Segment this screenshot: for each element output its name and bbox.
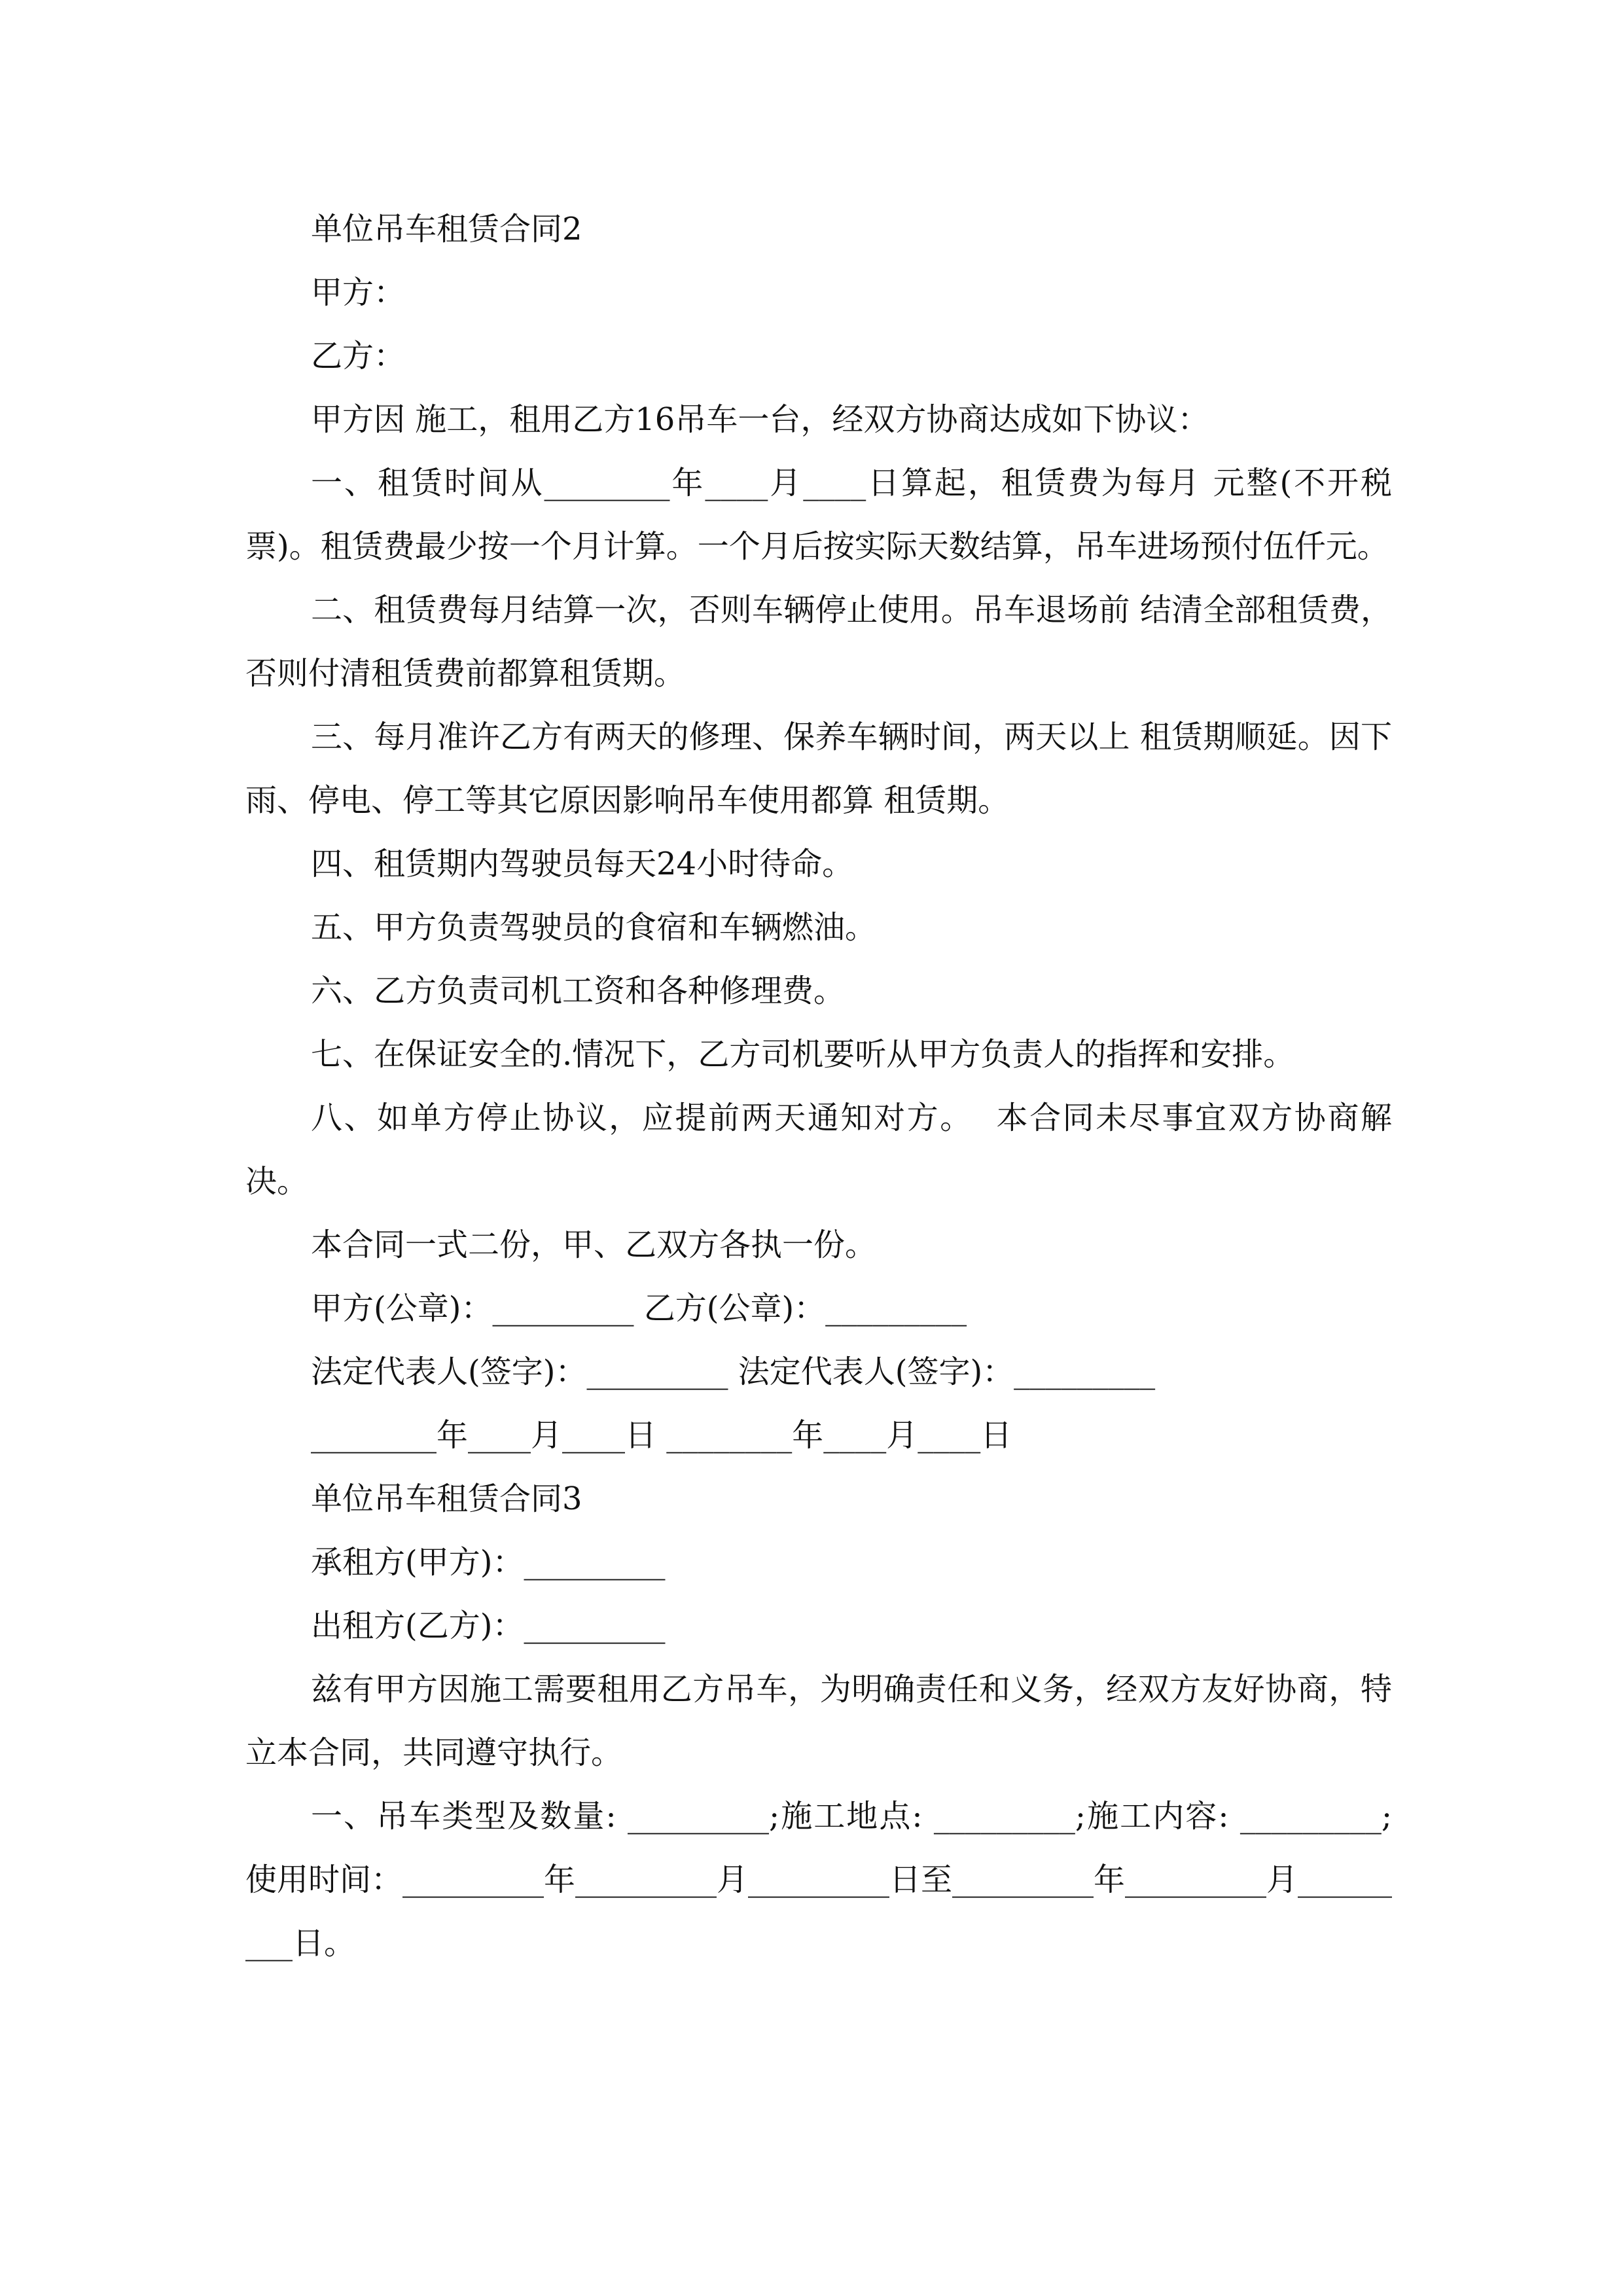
contract-3-title: 单位吊车租赁合同3	[311, 1480, 582, 1517]
clause-2: 二、租赁费每月结算一次，否则车辆停止使用。吊车退场前 结清全部租赁费，否则付清租赁费前都算租赁期。	[245, 592, 1392, 692]
clause-3: 三、每月准许乙方有两天的修理、保养车辆时间，两天以上 租赁期顺延。因下雨、停电、停工等其它原因影响吊车使用都算 租赁期。	[245, 719, 1392, 819]
contract-3-preamble: 兹有甲方因施工需要租用乙方吊车，为明确责任和义务，经双方友好协商，特立本合同，共同遵守执行。	[245, 1671, 1392, 1771]
clause-7: 七、在保证安全的.情况下，乙方司机要听从甲方负责人的指挥和安排。	[311, 1036, 1295, 1073]
lessee-line: 承租方(甲方)：_________	[311, 1544, 666, 1581]
contract-3-clause-1: 一、吊车类型及数量: _________;施工地点: _________;施工内容: _________;使用时间：_________年_________月_________日至_________年_________月_________日。	[245, 1798, 1393, 1962]
signature-line: 法定代表人(签字)：_________ 法定代表人(签字)：_________	[311, 1354, 1156, 1390]
clause-1: 一、租赁时间从________年____月____日算起，租赁费为每月 元整(不开税票)。租赁费最少按一个月计算。一个月后按实际天数结算，吊车进场预付伍仟元。	[245, 465, 1392, 565]
copies-clause: 本合同一式二份，甲、乙双方各执一份。	[311, 1227, 877, 1263]
clause-6: 六、乙方负责司机工资和各种修理费。	[311, 973, 846, 1009]
clause-8: 八、如单方停止协议，应提前两天通知对方。 本合同未尽事宜双方协商解决。	[245, 1100, 1392, 1200]
seal-line: 甲方(公章)：_________ 乙方(公章)：_________	[311, 1290, 967, 1327]
preamble: 甲方因 施工，租用乙方16吊车一台，经双方协商达成如下协议：	[311, 401, 1209, 438]
date-line: ________年____月____日 ________年____月____日	[311, 1417, 1012, 1454]
clause-5: 五、甲方负责驾驶员的食宿和车辆燃油。	[311, 909, 877, 946]
party-a-line: 甲方：	[311, 274, 406, 311]
document-page	[245, 198, 1392, 1975]
clause-4: 四、租赁期内驾驶员每天24小时待命。	[311, 846, 854, 882]
party-b-line: 乙方：	[311, 338, 406, 374]
contract-2-title: 单位吊车租赁合同2	[311, 211, 582, 247]
lessor-line: 出租方(乙方)：_________	[311, 1607, 666, 1644]
